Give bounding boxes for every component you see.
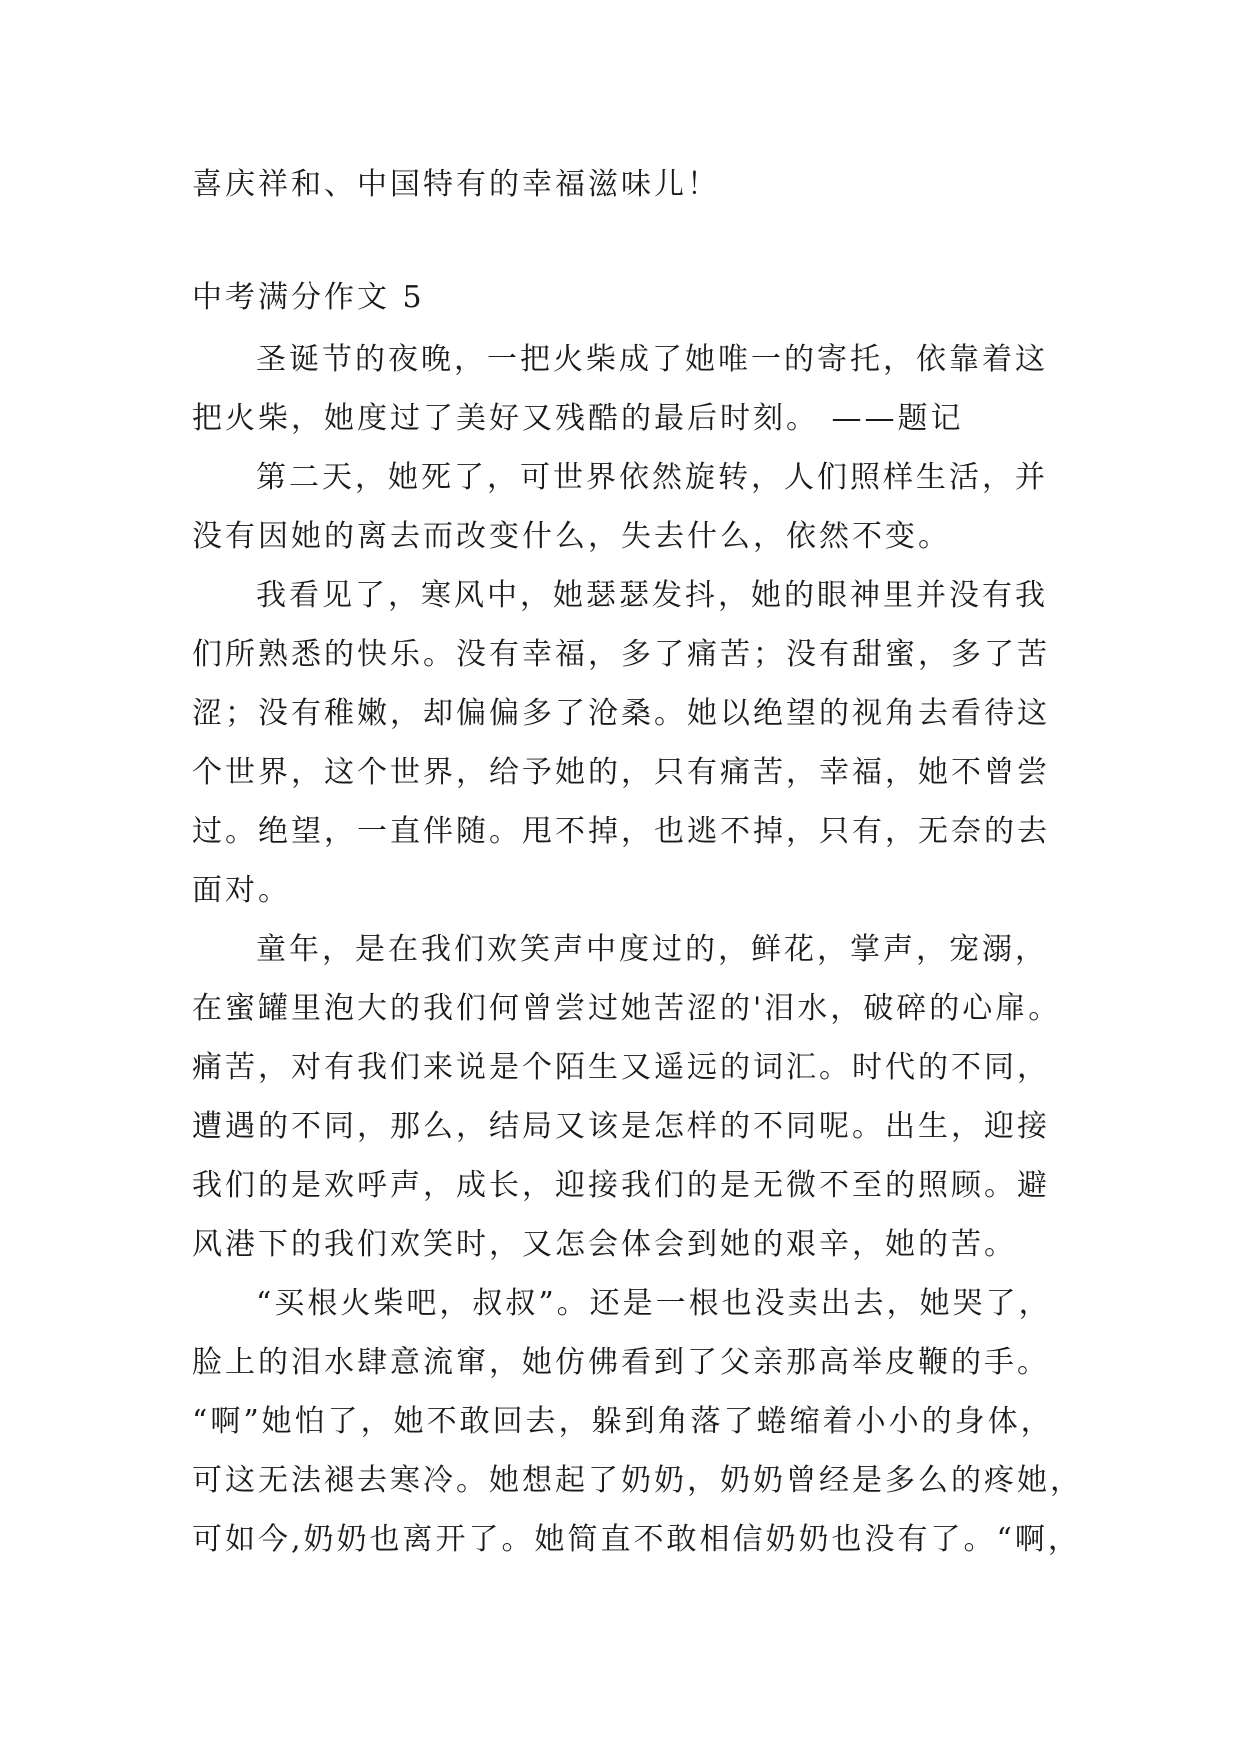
essay-line: 把火柴，她度过了美好又残酷的最后时刻。 ——题记 (192, 401, 964, 436)
essay-line: 我看见了，寒风中，她瑟瑟发抖，她的眼神里并没有我 (256, 578, 1048, 613)
essay-line: 遭遇的不同，那么，结局又该是怎样的不同呢。出生，迎接 (192, 1109, 1050, 1144)
essay-line: “买根火柴吧，叔叔”。还是一根也没卖出去，她哭了， (256, 1286, 1052, 1321)
essay-line: 面对。 (192, 873, 291, 908)
essay-line: 童年，是在我们欢笑声中度过的，鲜花，掌声，宠溺， (256, 932, 1048, 967)
essay-line: 可这无法褪去寒冷。她想起了奶奶，奶奶曾经是多么的疼她， (192, 1463, 1083, 1498)
essay-line: 圣诞节的夜晚，一把火柴成了她唯一的寄托，依靠着这 (256, 342, 1048, 377)
essay-line: 涩；没有稚嫩，却偏偏多了沧桑。她以绝望的视角去看待这 (192, 696, 1050, 731)
essay-line: 脸上的泪水肆意流窜，她仿佛看到了父亲那高举皮鞭的手。 (192, 1345, 1050, 1380)
previous-essay-closing-line: 喜庆祥和、中国特有的幸福滋味儿！ (192, 167, 720, 202)
essay-body (192, 330, 1083, 1569)
essay-title: 中考满分作文 5 (192, 280, 425, 315)
essay-line: 痛苦，对有我们来说是个陌生又遥远的词汇。时代的不同， (192, 1050, 1050, 1085)
essay-line: 个世界，这个世界，给予她的，只有痛苦，幸福，她不曾尝 (192, 755, 1050, 790)
essay-line: 没有因她的离去而改变什么，失去什么，依然不变。 (192, 519, 951, 554)
essay-line: 我们的是欢呼声，成长，迎接我们的是无微不至的照顾。避 (192, 1168, 1050, 1203)
essay-line: 在蜜罐里泡大的我们何曾尝过她苦涩的'泪水，破碎的心扉。 (192, 991, 1062, 1026)
essay-line: 第二天，她死了，可世界依然旋转，人们照样生活，并 (256, 460, 1048, 495)
essay-line: 可如今,奶奶也离开了。她简直不敢相信奶奶也没有了。“啊， (192, 1522, 1081, 1557)
essay-line: “啊”她怕了，她不敢回去，躲到角落了蜷缩着小小的身体， (192, 1404, 1054, 1439)
essay-line: 们所熟悉的快乐。没有幸福，多了痛苦；没有甜蜜，多了苦 (192, 637, 1050, 672)
essay-line: 过。绝望，一直伴随。甩不掉，也逃不掉，只有，无奈的去 (192, 814, 1050, 849)
essay-line: 风港下的我们欢笑时，又怎会体会到她的艰辛，她的苦。 (192, 1227, 1017, 1262)
